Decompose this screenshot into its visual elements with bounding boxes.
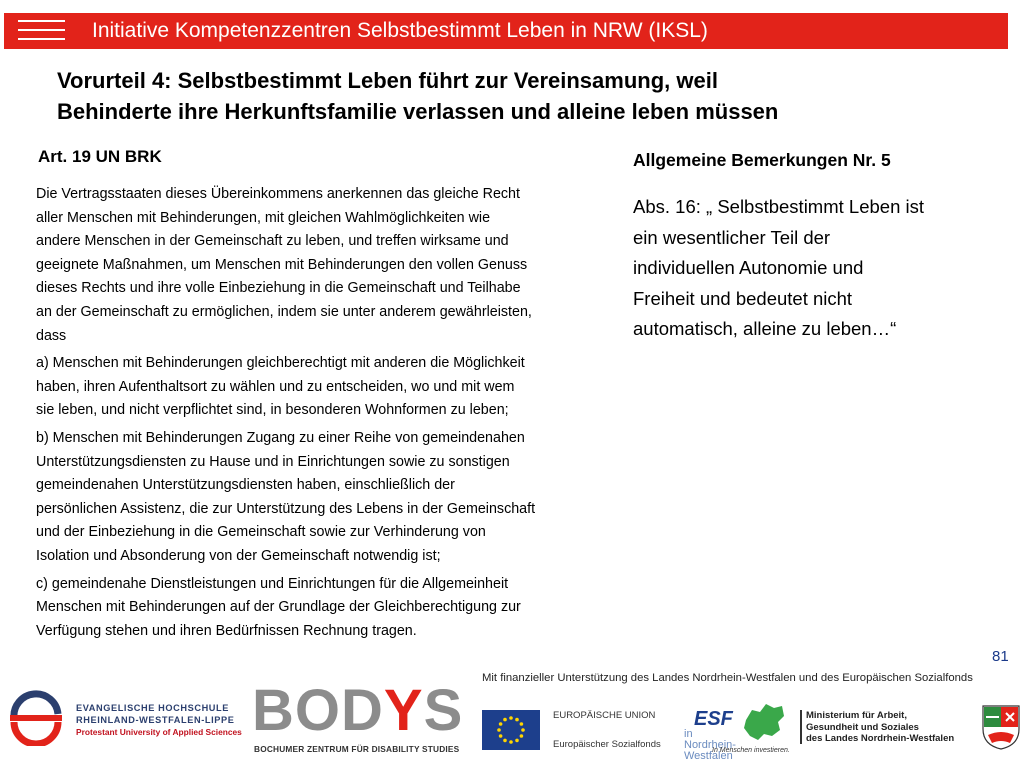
text-line: dieses Rechts und ihre volle Einbeziehung in die Gemeinschaft und Teilhabe [36, 280, 521, 297]
text-line: individuellen Autonomie und [633, 257, 864, 278]
ev-line: RHEINLAND-WESTFALEN-LIPPE [76, 715, 235, 725]
text-line: Menschen mit Behinderungen auf der Grundlage der Gleichberechtigung zur [36, 599, 521, 616]
quote-text [633, 192, 1003, 345]
text-line: gemeindenahen Unterstützungsdiensten haben, einschließlich der [36, 477, 455, 494]
eu-union-label: EUROPÄISCHE UNION [553, 710, 656, 721]
bodys-part: Y [383, 678, 424, 743]
page-number: 81 [992, 648, 1009, 665]
article-item-a [36, 352, 621, 423]
ministry-line: Gesundheit und Soziales [806, 721, 919, 733]
esf-slogan: In Menschen investieren. [712, 747, 790, 754]
menu-lines-icon [18, 20, 65, 42]
ministry-text [806, 710, 976, 745]
eu-flag-icon [482, 710, 540, 750]
ev-line: Protestant University of Applied Sciences [76, 727, 242, 737]
article-item-b [36, 427, 621, 569]
bodys-logo [252, 678, 464, 743]
text-line: ein wesentlicher Teil der [633, 226, 831, 248]
text-line: automatisch, alleine zu leben…“ [633, 318, 897, 339]
article-text [36, 183, 621, 647]
article-item-c [36, 573, 621, 644]
ministry-line: Ministerium für Arbeit, [806, 710, 907, 721]
text-line: Verfügung stehen und ihren Bedürfnissen Rechnung tragen. [36, 622, 417, 639]
article-intro [36, 183, 621, 348]
slide-title [57, 65, 957, 127]
ministry-divider [800, 710, 802, 744]
ev-hochschule-text [76, 702, 246, 738]
text-line: sie leben, und nicht verpflichtet sind, in besonderen Wohnformen zu leben; [36, 402, 509, 419]
bodys-subtitle: BOCHUMER ZENTRUM FÜR DISABILITY STUDIES [254, 744, 460, 754]
text-line: dass [36, 327, 67, 344]
text-line: Freiheit und bedeutet nicht [633, 287, 853, 309]
esf-sub-line: Westfalen [684, 750, 733, 762]
text-line: persönlichen Assistenz, die zur Unterstützung des Lebens in der Gemeinschaft [36, 500, 536, 517]
header-title: Initiative Kompetenzzentren Selbstbestimmt Leben in NRW (IKSL) [92, 19, 708, 42]
slide-title-line: Vorurteil 4: Selbstbestimmt Leben führt zur Vereinsamung, weil [57, 68, 718, 93]
text-line: c) gemeindenahe Dienstleistungen und Einrichtungen für die Allgemeinheit [36, 575, 509, 592]
right-heading: Allgemeine Bemerkungen Nr. 5 [633, 150, 891, 170]
text-line: andere Menschen in der Gemeinschaft zu leben, und treffen wirksame und [36, 233, 509, 250]
header-bar [4, 13, 1008, 49]
text-line: aller Menschen mit Behinderungen, mit gleichen Wahlmöglichkeiten wie [36, 209, 491, 226]
text-line: b) Menschen mit Behinderungen Zugang zu einer Reihe von gemeindenahen [36, 429, 525, 446]
text-line: und der Einbeziehung in die Gemeinschaft sowie zur Verhinderung von [36, 524, 486, 541]
text-line: geeignete Maßnahmen, um Menschen mit Behinderungen den vollen Genuss [36, 256, 528, 273]
bodys-part: S [423, 678, 464, 743]
text-line: an der Gemeinschaft zu ermöglichen, indem sie unter anderem gewährleisten, [36, 303, 532, 320]
text-line: Die Vertragsstaaten dieses Übereinkommens anerkennen das gleiche Recht [36, 186, 520, 202]
ev-line: EVANGELISCHE HOCHSCHULE [76, 703, 229, 713]
esf-subtitle [684, 729, 744, 762]
nrw-map-icon [738, 700, 788, 746]
text-line: Unterstützungsdiensten zu Hause und in Einrichtungen sowie zu sonstigen [36, 453, 510, 470]
text-line: Abs. 16: „ Selbstbestimmt Leben ist [633, 196, 924, 217]
esf-logo-text: ESF [694, 708, 733, 730]
funding-note: Mit finanzieller Unterstützung des Landes Nordrhein-Westfalen und des Europäischen Sozialfonds [482, 672, 973, 684]
nrw-coat-of-arms-icon [980, 703, 1022, 751]
text-line: Isolation und Absonderung von der Gemeinschaft notwendig ist; [36, 547, 441, 564]
ev-hochschule-logo-icon [6, 690, 66, 746]
esf-sub-line: in Nordrhein- [684, 728, 736, 751]
text-line: haben, ihren Aufenthaltsort zu wählen und zu entscheiden, wo und mit wem [36, 378, 515, 395]
left-heading: Art. 19 UN BRK [38, 147, 162, 166]
ministry-line: des Landes Nordrhein-Westfalen [806, 733, 955, 744]
eu-fund-label: Europäischer Sozialfonds [553, 739, 661, 750]
slide-title-line: Behinderte ihre Herkunftsfamilie verlassen und alleine leben müssen [57, 99, 779, 124]
text-line: a) Menschen mit Behinderungen gleichberechtigt mit anderen die Möglichkeit [36, 355, 525, 372]
bodys-part: BOD [252, 678, 384, 743]
